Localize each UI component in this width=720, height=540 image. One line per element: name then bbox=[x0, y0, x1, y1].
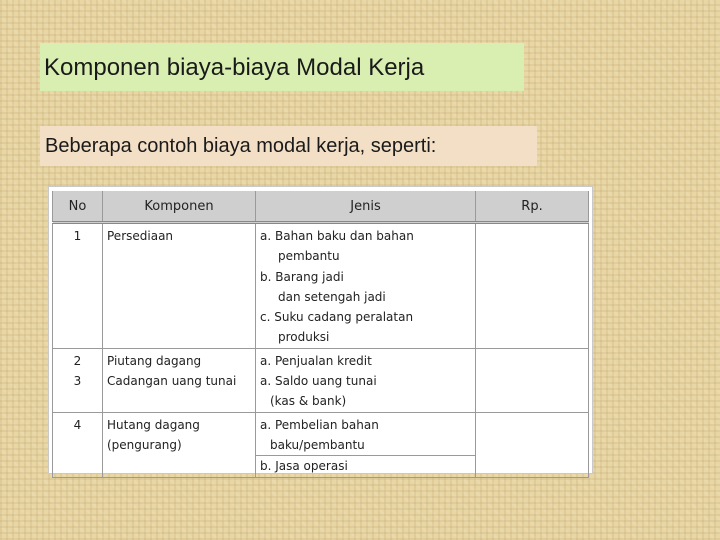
slide-subtitle: Beberapa contoh biaya modal kerja, seperti: bbox=[45, 135, 437, 157]
cell-komponen bbox=[103, 348, 256, 412]
cell-komponen bbox=[103, 223, 256, 349]
jenis-line: a. Bahan baku dan bahan bbox=[260, 229, 414, 243]
jenis-line: b. Jasa operasi bbox=[256, 455, 475, 476]
jenis-line: a. Penjualan kredit bbox=[260, 353, 372, 368]
komponen-label: Persediaan bbox=[107, 229, 174, 243]
working-capital-table bbox=[52, 191, 589, 478]
jenis-line: a. Pembelian bahan bbox=[260, 417, 379, 432]
header-komponen: Komponen bbox=[103, 191, 256, 223]
table-header-row bbox=[53, 191, 589, 223]
cell-rp bbox=[476, 223, 589, 349]
table-row bbox=[53, 348, 589, 412]
komponen-label: Piutang dagang bbox=[107, 353, 202, 368]
komponen-label: Hutang dagang bbox=[107, 417, 200, 432]
jenis-line: dan setengah jadi bbox=[278, 289, 386, 304]
jenis-line: baku/pembantu bbox=[270, 437, 365, 452]
cell-rp bbox=[476, 412, 589, 477]
jenis-line: pembantu bbox=[278, 249, 340, 264]
row-number: 3 bbox=[73, 374, 82, 389]
row-number: 2 bbox=[73, 353, 82, 368]
jenis-line: c. Suku cadang peralatan bbox=[260, 310, 414, 325]
cell-jenis bbox=[256, 223, 476, 349]
cell-rp bbox=[476, 348, 589, 412]
header-jenis: Jenis bbox=[256, 191, 476, 223]
jenis-line: a. Saldo uang tunai bbox=[260, 374, 377, 389]
cell-no bbox=[53, 412, 103, 477]
table-row bbox=[53, 412, 589, 477]
cell-no bbox=[53, 348, 103, 412]
row-number: 1 bbox=[73, 229, 82, 243]
komponen-label: Cadangan uang tunai bbox=[107, 374, 237, 389]
slide-title: Komponen biaya-biaya Modal Kerja bbox=[44, 54, 425, 81]
row-number: 4 bbox=[73, 417, 82, 432]
jenis-line: produksi bbox=[278, 330, 330, 345]
cell-komponen bbox=[103, 412, 256, 477]
cell-no bbox=[53, 223, 103, 349]
cell-jenis bbox=[256, 412, 476, 477]
komponen-label: (pengurang) bbox=[107, 437, 182, 452]
jenis-line: b. Barang jadi bbox=[260, 269, 344, 284]
table-row bbox=[53, 223, 589, 349]
cell-jenis bbox=[256, 348, 476, 412]
header-no: No bbox=[53, 191, 103, 223]
jenis-line: (kas & bank) bbox=[270, 394, 347, 409]
header-rp: Rp. bbox=[476, 191, 589, 223]
